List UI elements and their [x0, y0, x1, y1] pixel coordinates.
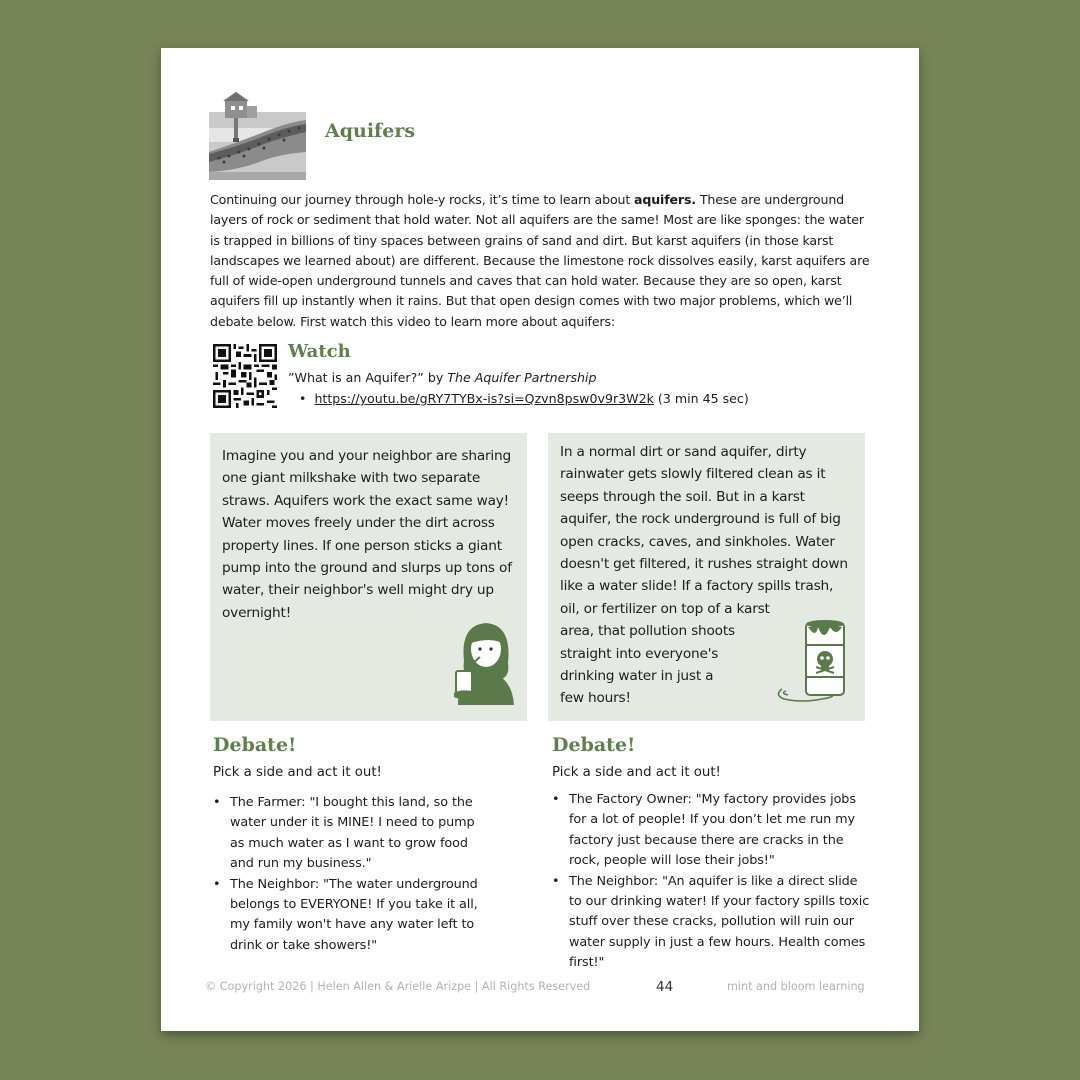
aquifer-landscape-icon: [209, 92, 306, 180]
debate-subtitle-right: Pick a side and act it out!: [552, 765, 721, 780]
karst-pollution-line: drinking water in just a: [560, 668, 714, 685]
karst-pollution-line: oil, or fertilizer on top of a karst: [560, 600, 770, 617]
girl-drinking-milkshake-icon: [450, 613, 520, 705]
karst-pollution-line: few hours!: [560, 690, 631, 707]
page-title: Aquifers: [325, 120, 416, 142]
video-link[interactable]: https://youtu.be/gRY7TYBx-is?si=Qzvn8psw0v9r3W2k: [314, 391, 654, 406]
intro-paragraph: [210, 190, 870, 332]
video-duration: (3 min 45 sec): [653, 391, 749, 406]
karst-pollution-line: area, that pollution shoots: [560, 623, 735, 640]
brand-name: mint and bloom learning: [727, 980, 865, 993]
bullet-icon: •: [299, 391, 307, 406]
video-title: ”What is an Aquifer?” by: [288, 370, 448, 385]
copyright-notice: © Copyright 2026 | Helen Allen & Arielle Arizpe | All Rights Reserved: [205, 980, 591, 993]
video-author: The Aquifer Partnership: [447, 370, 597, 385]
list-item: • The Farmer: "I bought this land, so the water under it is MINE! I need to pump as much water as I want to grow food and run my business.": [213, 793, 481, 875]
watch-heading: Watch: [288, 341, 351, 362]
video-link-row: [299, 391, 749, 406]
toxic-barrel-icon: [772, 615, 854, 703]
debate-list-right: [552, 790, 874, 974]
karst-pollution-text-wide: In a normal dirt or sand aquifer, dirty rainwater gets slowly filtered clean as it seeps through the soil. But in a karst aquifer, the rock underground is full of big open cracks, caves, and sinkholes. Water doesn't get filtered, it rushes straight down like a water slide! If a factory spills trash,: [560, 444, 848, 595]
karst-pollution-box: [548, 433, 865, 721]
page-number: 44: [656, 979, 674, 995]
list-item: • The Neighbor: "The water underground belongs to EVERYONE! If you take it all, my family won't have any water left to drink or take showers!": [213, 875, 481, 957]
intro-bold-term: aquifers.: [634, 192, 696, 207]
karst-pollution-line: straight into everyone's: [560, 645, 719, 662]
intro-text-start: Continuing our journey through hole-y rocks, it’s time to learn about: [210, 192, 634, 207]
video-citation: [288, 370, 597, 385]
intro-text-end: These are underground layers of rock or sediment that hold water. Not all aquifers are the same! Most are like sponges: the water is trapped in billions of tiny spaces between grains of sand and dirt. But karst aquifers (in those karst landscapes we learned about) are different. Because the limestone rock dissolves easily, karst aquifers are full of wide-open underground tunnels and caves that can hold water. Because they are so open, karst aquifers fill up instantly when it rains. But that open design comes with two major problems, which we’ll debate below. First watch this video to learn more about aquifers:: [210, 192, 870, 329]
milkshake-analogy-box: [210, 433, 527, 721]
qr-code-icon: [212, 344, 278, 408]
debate-subtitle-left: Pick a side and act it out!: [213, 765, 382, 780]
milkshake-analogy-text: Imagine you and your neighbor are sharing one giant milkshake with two separate straws. Aquifers work the exact same way! Water moves freely under the dirt across property lines. If one person sticks a giant pump into the ground and slurps up tons of water, their neighbor's well might dry up overnight!: [222, 448, 512, 621]
worksheet-page: [161, 48, 919, 1031]
list-item: • The Factory Owner: "My factory provides jobs for a lot of people! If you don’t let me run my factory just because there are cracks in the rock, people will lose their jobs!": [552, 790, 874, 872]
debate-list-left: [213, 793, 481, 956]
debate-heading-left: Debate!: [213, 734, 297, 756]
list-item: • The Neighbor: "An aquifer is like a direct slide to our drinking water! If your factory spills toxic stuff over these cracks, pollution will ruin our water supply in just a few hours. Health comes first!": [552, 872, 874, 974]
debate-heading-right: Debate!: [552, 734, 636, 756]
